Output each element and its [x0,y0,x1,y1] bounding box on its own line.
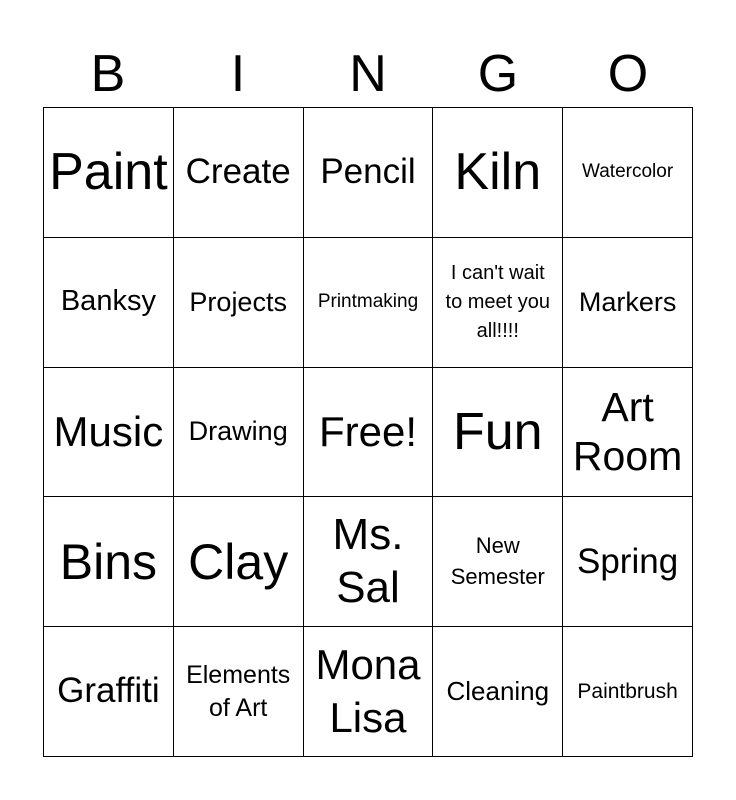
cell-label: Drawing [188,416,288,447]
cell-label: Spring [577,541,679,581]
bingo-cell[interactable] [304,497,434,627]
cell-label: Pencil [320,152,416,192]
bingo-cell[interactable] [174,108,304,238]
bingo-cell[interactable] [44,238,174,368]
cell-label: Watercolor [582,161,674,182]
cell-label: Fun [452,402,543,461]
cell-label: Bins [59,533,158,590]
bingo-cell[interactable] [433,108,563,238]
cell-label: Elements of Art [186,661,291,722]
cell-label: Ms. Sal [332,509,404,612]
bingo-cell[interactable] [174,627,304,757]
bingo-header [43,40,693,108]
cell-label: Projects [189,286,287,317]
bingo-cell[interactable] [304,368,434,498]
cell-label: Create [185,152,291,192]
cell-label: Printmaking [317,290,419,312]
bingo-cell[interactable] [563,238,693,368]
header-letter-o: O [607,45,649,103]
bingo-cell[interactable] [174,368,304,498]
bingo-cell[interactable] [44,108,174,238]
bingo-board [43,107,693,757]
cell-label: I can't wait to meet you all!!!! [445,261,551,342]
bingo-cell[interactable] [433,368,563,498]
bingo-cell[interactable] [44,368,174,498]
cell-label: Kiln [454,143,542,202]
bingo-cell[interactable] [563,497,693,627]
cell-label: New Semester [450,532,545,589]
bingo-cell[interactable] [304,108,434,238]
bingo-cell[interactable] [304,627,434,757]
bingo-cell[interactable] [433,238,563,368]
bingo-cell[interactable] [563,368,693,498]
bingo-cell[interactable] [174,238,304,368]
header-letter-b: B [90,45,126,103]
bingo-cell[interactable] [44,627,174,757]
cell-label: Graffiti [57,671,160,711]
header-letter-i: I [230,45,246,103]
bingo-cell[interactable] [304,238,434,368]
header-letter-n: N [349,45,387,103]
cell-label: Art Room [572,383,683,479]
cell-label: Cleaning [446,675,550,706]
bingo-cell[interactable] [174,497,304,627]
header-letter-g: G [477,45,519,103]
cell-label: Banksy [60,285,156,318]
bingo-cell[interactable] [433,627,563,757]
bingo-cell[interactable] [433,497,563,627]
bingo-cell[interactable] [563,627,693,757]
cell-label: Markers [578,286,677,317]
bingo-cell[interactable] [563,108,693,238]
cell-label: Paintbrush [577,680,678,703]
cell-label: Mona Lisa [315,641,421,741]
bingo-cell[interactable] [44,497,174,627]
cell-label: Free! [318,407,417,455]
cell-label: Paint [49,143,168,202]
cell-label: Music [53,407,164,455]
cell-label: Clay [188,533,289,590]
